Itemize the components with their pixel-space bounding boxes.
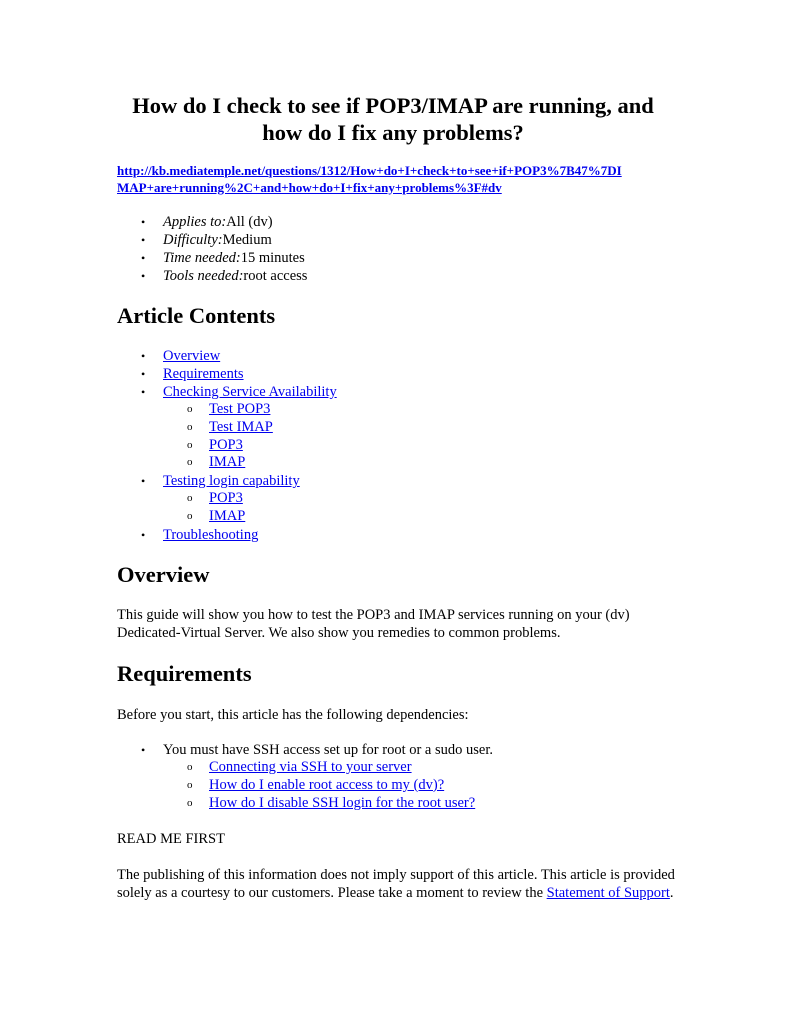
- meta-time-needed: [117, 249, 307, 267]
- article-title: How do I check to see if POP3/IMAP are running, and how do I fix any problems?: [132, 93, 654, 145]
- meta-tools-needed: [117, 267, 307, 285]
- toc-subitem: [163, 419, 337, 437]
- toc-link-login-imap[interactable]: IMAP: [209, 507, 246, 524]
- meta-value: root access: [243, 268, 308, 284]
- toc-link-overview[interactable]: Overview: [163, 348, 221, 364]
- table-of-contents: [117, 347, 337, 544]
- meta-value: 15 minutes: [240, 250, 305, 266]
- toc-sublist-login: [163, 490, 337, 526]
- toc-subitem: [163, 490, 337, 508]
- toc-item-troubleshooting: [117, 526, 337, 544]
- requirement-link-item: [163, 777, 493, 795]
- support-notice: [117, 866, 677, 902]
- source-url-line-2: MAP+are+running%2C+and+how+do+I+fix+any+problems%3F#dv: [117, 180, 502, 195]
- toc-subitem: [163, 401, 337, 419]
- meta-label: Tools needed:: [163, 268, 244, 284]
- source-url-link[interactable]: [117, 162, 677, 196]
- support-notice-text: The publishing of this information does not imply support of this article. This article is provided solely as a courtesy to our customers. Please take a moment to review the: [117, 867, 675, 901]
- meta-difficulty: [117, 231, 307, 249]
- toc-link-test-imap[interactable]: Test IMAP: [209, 418, 273, 435]
- toc-link-login-pop3[interactable]: POP3: [209, 490, 243, 507]
- requirements-list: [117, 741, 493, 812]
- requirement-link-item: [163, 759, 493, 777]
- meta-value: All (dv): [226, 214, 273, 230]
- contents-heading: Article Contents: [117, 303, 276, 328]
- link-connecting-ssh[interactable]: Connecting via SSH to your server: [209, 759, 412, 775]
- toc-link-imap[interactable]: IMAP: [209, 454, 246, 471]
- toc-subitem: [163, 508, 337, 526]
- toc-link-requirements[interactable]: Requirements: [163, 366, 244, 382]
- toc-subitem: [163, 454, 337, 472]
- toc-item-testing-login: [117, 472, 337, 526]
- meta-value: Medium: [222, 232, 272, 248]
- requirement-link-item: [163, 795, 493, 813]
- link-disable-root-ssh[interactable]: How do I disable SSH login for the root user?: [209, 794, 476, 811]
- toc-link-testing-login[interactable]: Testing login capability: [163, 473, 300, 490]
- toc-link-pop3[interactable]: POP3: [209, 436, 243, 453]
- meta-label: Time needed:: [163, 250, 241, 266]
- toc-item-requirements: [117, 365, 337, 383]
- overview-text: This guide will show you how to test the POP3 and IMAP services running on your (dv) Dedicated-Virtual Server. We also show you remedies to common problems.: [117, 607, 630, 641]
- source-url-line-1: http://kb.mediatemple.net/questions/1312/How+do+I+check+to+see+if+POP3%7B47%7DI: [117, 163, 622, 178]
- toc-sublist-checking: [163, 401, 337, 472]
- support-notice-tail: .: [669, 885, 674, 901]
- link-enable-root-access[interactable]: How do I enable root access to my (dv)?: [209, 776, 445, 793]
- meta-label: Difficulty:: [163, 232, 223, 248]
- toc-link-checking-service[interactable]: Checking Service Availability: [163, 384, 337, 400]
- requirement-text: You must have SSH access set up for root or a sudo user.: [163, 742, 493, 758]
- article-meta-list: [117, 213, 307, 285]
- toc-link-test-pop3[interactable]: Test POP3: [209, 401, 271, 417]
- toc-item-checking-service: [117, 383, 337, 472]
- read-me-first: READ ME FIRST: [117, 831, 225, 847]
- overview-heading: Overview: [117, 562, 210, 587]
- meta-applies-to: [117, 213, 307, 231]
- requirement-item: [117, 741, 493, 812]
- requirements-heading: Requirements: [117, 661, 252, 686]
- toc-subitem: [163, 437, 337, 455]
- toc-link-troubleshooting[interactable]: Troubleshooting: [163, 526, 259, 543]
- requirements-links: [163, 759, 493, 812]
- requirements-intro: Before you start, this article has the following dependencies:: [117, 707, 469, 723]
- meta-label: Applies to:: [163, 214, 227, 230]
- statement-of-support-link[interactable]: Statement of Support: [546, 885, 670, 901]
- toc-item-overview: [117, 347, 337, 365]
